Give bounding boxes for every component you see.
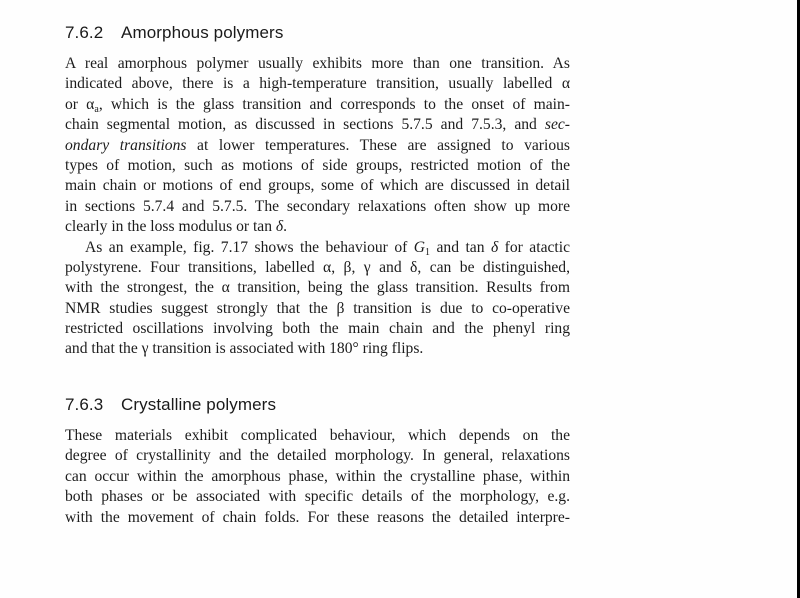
text-line: with the strongest, the α transition, being the glass transition. Results from: [65, 279, 570, 297]
text-run: .: [283, 218, 288, 236]
italic-term: ondary transitions: [65, 136, 187, 154]
text-run: chain segmental motion, as discussed in sections 5.7.5 and 7.5.3, and: [65, 116, 545, 134]
text-run: and tan: [430, 238, 491, 256]
text-line: restricted oscillations involving both the main chain and the phenyl ring: [65, 320, 570, 338]
italic-term: sec-: [544, 116, 570, 134]
text-run: for atactic: [498, 238, 570, 256]
section-heading-amorphous-polymers: [65, 23, 283, 43]
section-title: Crystalline polymers: [121, 395, 277, 414]
section-number: 7.6.3: [65, 395, 104, 414]
text-line: NMR studies suggest strongly that the β transition is due to co-operative: [65, 299, 570, 317]
text-run: at lower temperatures. These are assigned to various: [186, 136, 570, 154]
math-symbol: δ: [490, 238, 499, 256]
text-line: can occur within the amorphous phase, within the crystalline phase, within: [65, 467, 570, 485]
text-line: polystyrene. Four transitions, labelled α, β, γ and δ, can be distinguished,: [65, 258, 570, 276]
text-line: with the movement of chain folds. For these reasons the detailed interpre-: [65, 508, 570, 526]
subscript: 1: [425, 246, 431, 258]
section-body-amorphous-polymers: [65, 54, 570, 360]
section-heading-crystalline-polymers: [65, 395, 276, 415]
text-line: [65, 115, 570, 135]
text-line: [65, 95, 570, 115]
text-run: or α: [65, 95, 95, 113]
text-line: types of motion, such as motions of side groups, restricted motion of the: [65, 156, 570, 174]
text-line: indicated above, there is a high-temperature transition, usually labelled α: [65, 75, 570, 93]
text-line: main chain or motions of end groups, some of which are discussed in detail: [65, 177, 570, 195]
text-line: degree of crystallinity and the detailed morphology. In general, relaxations: [65, 447, 570, 465]
text-line: [65, 217, 570, 237]
text-line: in sections 5.7.4 and 5.7.5. The secondary relaxations often show up more: [65, 197, 570, 215]
subscript: a: [94, 103, 99, 115]
section-title: Amorphous polymers: [121, 23, 284, 42]
math-symbol: δ: [275, 218, 284, 236]
section-number: 7.6.2: [65, 23, 104, 42]
section-body-crystalline-polymers: [65, 426, 570, 528]
text-line: A real amorphous polymer usually exhibits more than one transition. As: [65, 55, 570, 72]
math-symbol: G: [413, 238, 426, 256]
text-line: These materials exhibit complicated behaviour, which depends on the: [65, 427, 570, 444]
text-line: [65, 238, 570, 258]
text-run: As an example, fig. 7.17 shows the behaviour of: [85, 238, 414, 256]
text-run: , which is the glass transition and corresponds to the onset of main-: [98, 95, 570, 113]
text-line: [65, 136, 570, 156]
text-run: clearly in the loss modulus or tan: [65, 218, 276, 236]
text-line: and that the γ transition is associated with 180° ring flips.: [65, 340, 424, 358]
text-line: both phases or be associated with specific details of the morphology, e.g.: [65, 488, 570, 506]
